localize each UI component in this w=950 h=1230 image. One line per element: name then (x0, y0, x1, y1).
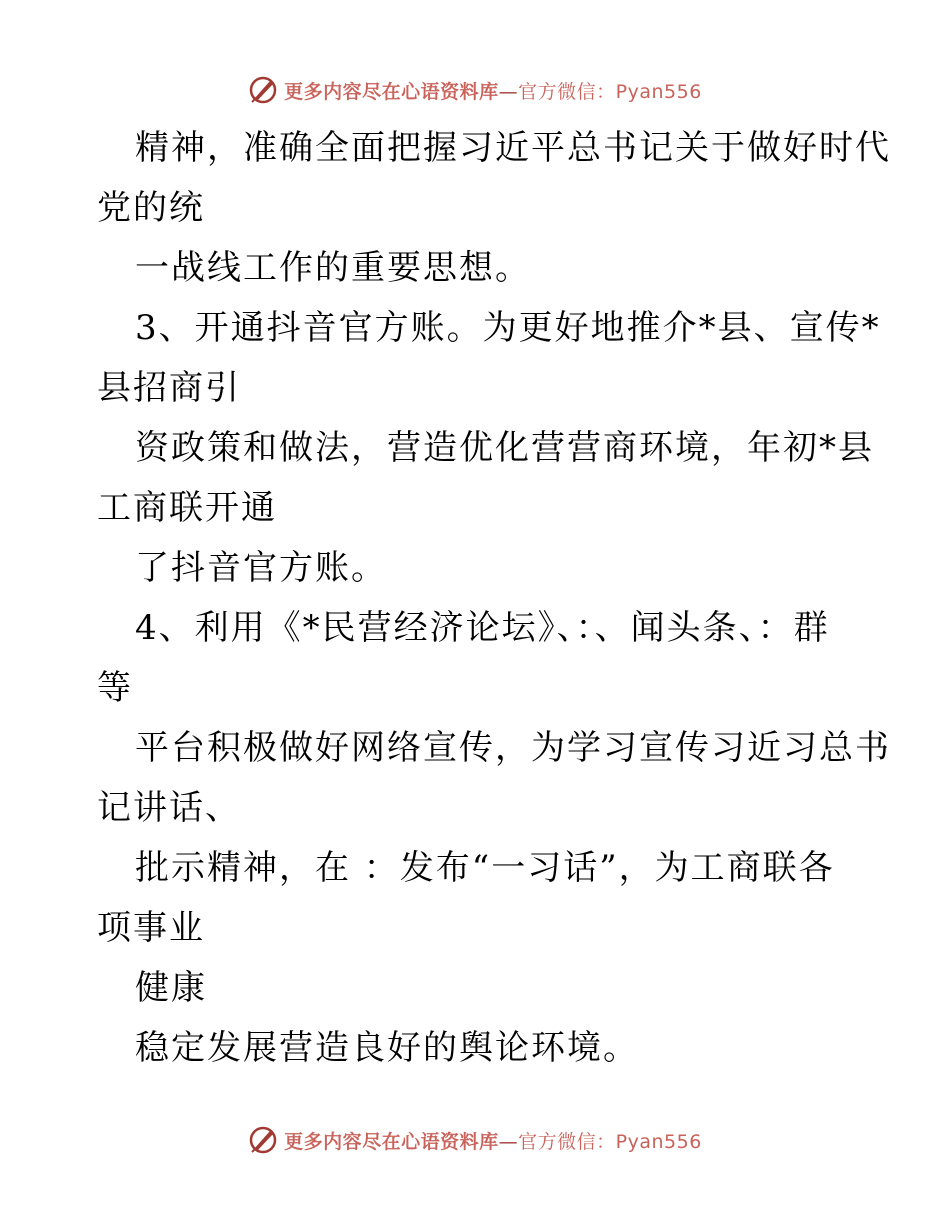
watermark-separator: — (498, 1130, 519, 1153)
body-line: 项事业 (97, 908, 205, 948)
body-line: 了抖音官方账。 (135, 548, 387, 588)
watermark-lead: 更多内容尽在心语资料库 (284, 1130, 499, 1153)
watermark-text (284, 1127, 702, 1154)
quill-seal-icon (248, 75, 278, 105)
body-line: 3、开通抖音官方账。为更好地推介*县、宣传* (135, 308, 881, 348)
body-line: 县招商引 (97, 368, 241, 408)
quill-seal-icon (248, 1125, 278, 1155)
body-line: 资政策和做法，营造优化营营商环境，年初*县 (135, 428, 874, 468)
watermark-lead: 更多内容尽在心语资料库 (284, 80, 499, 103)
watermark-text (284, 77, 702, 104)
header-watermark (0, 70, 950, 110)
body-line: 一战线工作的重要思想。 (135, 248, 531, 288)
body-line: 稳定发展营造良好的舆论环境。 (135, 1028, 639, 1068)
body-line: 批示精神，在 ：发布“一习话”，为工商联各 (135, 848, 835, 888)
footer-watermark (0, 1120, 950, 1160)
body-line: 工商联开通 (97, 488, 277, 528)
document-body (97, 118, 891, 1078)
watermark-separator: — (498, 80, 519, 103)
body-line: 健康 (135, 968, 207, 1008)
watermark-tail: 官方微信：Pyan556 (518, 80, 702, 103)
body-line: 4、利用《*民营经济论坛》、：、闻头条、：群 (135, 608, 830, 648)
body-line: 记讲话、 (97, 788, 241, 828)
watermark-tail: 官方微信：Pyan556 (518, 1130, 702, 1153)
body-line: 等 (97, 668, 133, 708)
body-line: 党的统 (97, 188, 205, 228)
body-line: 精神，准确全面把握习近平总书记关于做好时代 (135, 128, 891, 168)
body-line: 平台积极做好网络宣传，为学习宣传习近习总书 (135, 728, 891, 768)
